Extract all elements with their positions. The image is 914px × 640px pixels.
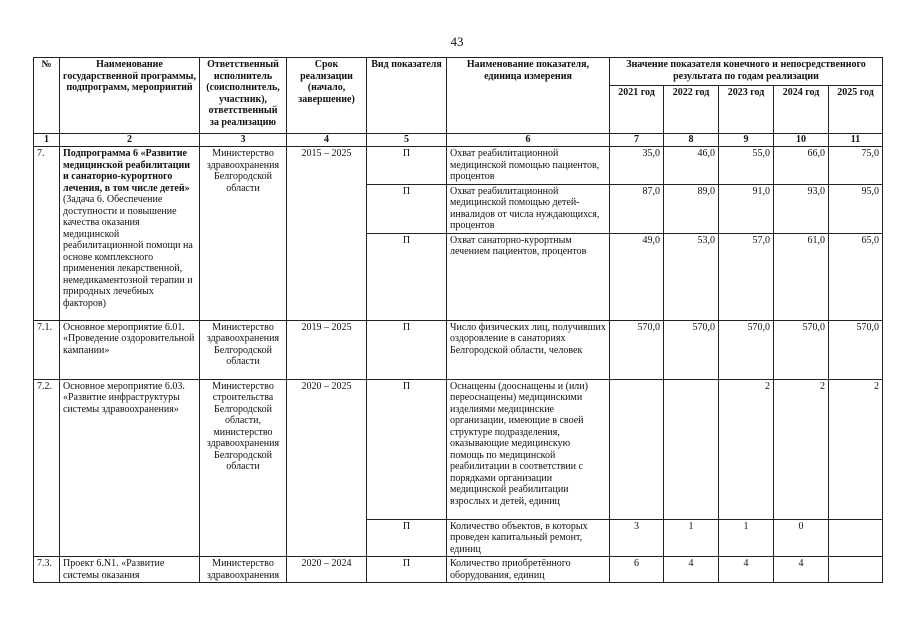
value-2021 bbox=[610, 379, 664, 519]
header-indicator: Наименование показателя, единица измерения bbox=[447, 58, 610, 134]
value-2021: 570,0 bbox=[610, 320, 664, 379]
value-2021: 6 bbox=[610, 557, 664, 583]
header-year: 2023 год bbox=[719, 86, 774, 134]
value-2023: 55,0 bbox=[719, 147, 774, 185]
table-row bbox=[34, 320, 883, 379]
value-2025 bbox=[829, 519, 883, 557]
implementation-term: 2019 – 2025 bbox=[287, 320, 367, 379]
responsible-executor: Министерство здравоохранения bbox=[200, 557, 287, 583]
value-2023: 91,0 bbox=[719, 184, 774, 233]
value-2024: 93,0 bbox=[774, 184, 829, 233]
table-row bbox=[34, 379, 883, 519]
indicators-table bbox=[33, 57, 883, 583]
indicator-name: Охват санаторно-курортным лечением пациентов, процентов bbox=[447, 233, 610, 320]
row-number: 7.3. bbox=[34, 557, 60, 583]
header-year: 2025 год bbox=[829, 86, 883, 134]
indicator-name: Количество приобретённого оборудования, единиц bbox=[447, 557, 610, 583]
implementation-term: 2015 – 2025 bbox=[287, 147, 367, 321]
row-number: 7.1. bbox=[34, 320, 60, 379]
value-2023: 570,0 bbox=[719, 320, 774, 379]
indicator-type: П bbox=[367, 184, 447, 233]
indicator-name: Количество объектов, в которых проведен капитальный ремонт, единиц bbox=[447, 519, 610, 557]
header-num: № bbox=[34, 58, 60, 134]
column-number: 10 bbox=[774, 134, 829, 147]
value-2025: 65,0 bbox=[829, 233, 883, 320]
header-year: 2024 год bbox=[774, 86, 829, 134]
value-2021: 3 bbox=[610, 519, 664, 557]
row-number: 7.2. bbox=[34, 379, 60, 557]
header-type: Вид показателя bbox=[367, 58, 447, 134]
indicator-type: П bbox=[367, 379, 447, 519]
header-responsible: Ответственный исполнитель (соисполнитель, участник), ответственный за реализацию bbox=[200, 58, 287, 134]
table-row bbox=[34, 557, 883, 583]
program-name-title: Подпрограмма 6 «Развитие медицинской реабилитации и санаторно-курортного лечения, в том числе детей» bbox=[63, 148, 191, 194]
header-term: Срок реализации (начало, завершение) bbox=[287, 58, 367, 134]
value-2025: 95,0 bbox=[829, 184, 883, 233]
column-number: 6 bbox=[447, 134, 610, 147]
program-name: Основное мероприятие 6.01. «Проведение оздоровительной кампании» bbox=[60, 320, 200, 379]
table-row bbox=[34, 147, 883, 185]
responsible-executor: Министерство здравоохранения Белгородской области bbox=[200, 147, 287, 321]
header-values-group: Значение показателя конечного и непосредственного результата по годам реализации bbox=[610, 58, 883, 86]
row-number: 7. bbox=[34, 147, 60, 321]
header-year: 2022 год bbox=[664, 86, 719, 134]
value-2025: 2 bbox=[829, 379, 883, 519]
value-2024: 570,0 bbox=[774, 320, 829, 379]
value-2022 bbox=[664, 379, 719, 519]
value-2021: 49,0 bbox=[610, 233, 664, 320]
value-2024: 0 bbox=[774, 519, 829, 557]
column-number: 8 bbox=[664, 134, 719, 147]
program-name bbox=[60, 147, 200, 321]
value-2024: 61,0 bbox=[774, 233, 829, 320]
indicator-name: Число физических лиц, получивших оздоровление в санаториях Белгородской области, человек bbox=[447, 320, 610, 379]
value-2024: 2 bbox=[774, 379, 829, 519]
value-2024: 66,0 bbox=[774, 147, 829, 185]
column-number: 2 bbox=[60, 134, 200, 147]
indicator-type: П bbox=[367, 519, 447, 557]
indicator-type: П bbox=[367, 320, 447, 379]
header-name: Наименование государственной программы, подпрограмм, мероприятий bbox=[60, 58, 200, 134]
value-2022: 46,0 bbox=[664, 147, 719, 185]
value-2022: 53,0 bbox=[664, 233, 719, 320]
value-2023: 4 bbox=[719, 557, 774, 583]
header-year: 2021 год bbox=[610, 86, 664, 134]
program-name-task: (Задача 6. Обеспечение доступности и повышение качества оказания медицинской реабилитационной помощи на основе комплексного применения лекарственной, немедикаментозной терапии и природных лечебных факторов) bbox=[63, 194, 193, 309]
column-number: 4 bbox=[287, 134, 367, 147]
value-2022: 89,0 bbox=[664, 184, 719, 233]
column-number: 9 bbox=[719, 134, 774, 147]
value-2022: 570,0 bbox=[664, 320, 719, 379]
value-2024: 4 bbox=[774, 557, 829, 583]
program-name: Основное мероприятие 6.03. «Развитие инфраструктуры системы здравоохранения» bbox=[60, 379, 200, 557]
value-2023: 2 bbox=[719, 379, 774, 519]
implementation-term: 2020 – 2025 bbox=[287, 379, 367, 557]
indicator-name: Охват реабилитационной медицинской помощью пациентов, процентов bbox=[447, 147, 610, 185]
column-numbers-row bbox=[34, 134, 883, 147]
indicator-name: Оснащены (дооснащены и (или) переоснащены) медицинскими изделиями медицинские организации, имеющие в своей структуре подразделения, оказывающие медицинскую помощь по медицинской реабилитации в соответствии с порядками организации медицинской реабилитации взрослых и детей, единиц bbox=[447, 379, 610, 519]
responsible-executor: Министерство строительства Белгородской области, министерство здравоохранения Белгородской области bbox=[200, 379, 287, 557]
implementation-term: 2020 – 2024 bbox=[287, 557, 367, 583]
table-header bbox=[34, 58, 883, 134]
column-number: 11 bbox=[829, 134, 883, 147]
column-number: 1 bbox=[34, 134, 60, 147]
value-2022: 4 bbox=[664, 557, 719, 583]
value-2025: 75,0 bbox=[829, 147, 883, 185]
indicator-name: Охват реабилитационной медицинской помощью детей-инвалидов от числа нуждающихся, процентов bbox=[447, 184, 610, 233]
value-2021: 35,0 bbox=[610, 147, 664, 185]
value-2023: 1 bbox=[719, 519, 774, 557]
program-name: Проект 6.N1. «Развитие системы оказания bbox=[60, 557, 200, 583]
value-2023: 57,0 bbox=[719, 233, 774, 320]
value-2025 bbox=[829, 557, 883, 583]
responsible-executor: Министерство здравоохранения Белгородской области bbox=[200, 320, 287, 379]
value-2022: 1 bbox=[664, 519, 719, 557]
indicator-type: П bbox=[367, 147, 447, 185]
indicator-type: П bbox=[367, 557, 447, 583]
value-2025: 570,0 bbox=[829, 320, 883, 379]
value-2021: 87,0 bbox=[610, 184, 664, 233]
column-number: 7 bbox=[610, 134, 664, 147]
column-number: 3 bbox=[200, 134, 287, 147]
column-number: 5 bbox=[367, 134, 447, 147]
page-number: 43 bbox=[450, 34, 464, 49]
indicator-type: П bbox=[367, 233, 447, 320]
